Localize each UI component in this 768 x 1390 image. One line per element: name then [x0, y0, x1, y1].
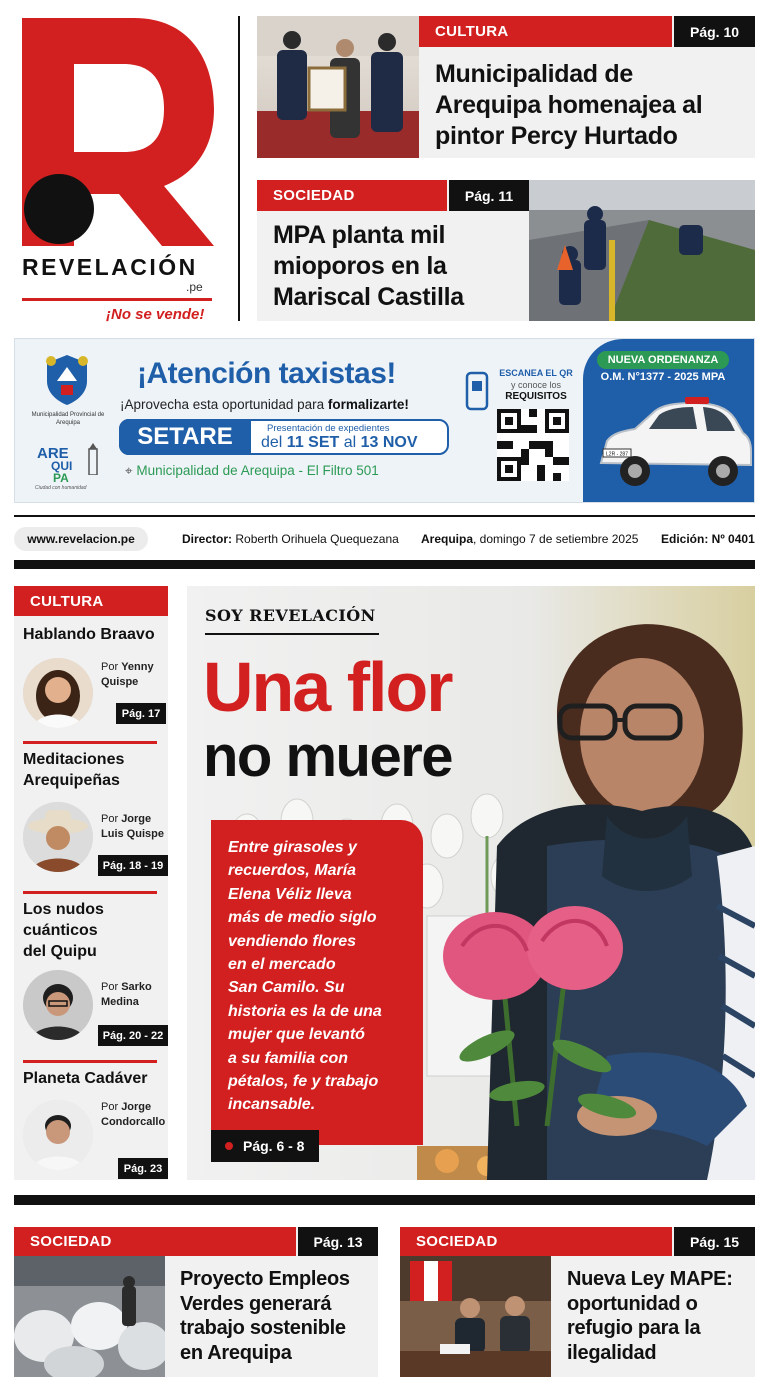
bottom-story-2-page[interactable]: Pág. 15	[674, 1227, 755, 1256]
sidebar-section: CULTURA	[14, 586, 168, 616]
edition-number: Edición: Nº 0401	[661, 532, 755, 546]
bottom-story-mape[interactable]	[400, 1227, 755, 1377]
brand-name: REVELACIÓN	[22, 254, 198, 280]
column-1-avatar	[23, 658, 93, 728]
column-divider	[23, 741, 157, 744]
top-story-2-page[interactable]: Pág. 11	[449, 180, 529, 211]
bullet-dot-icon	[225, 1142, 233, 1150]
main-kicker-rule	[205, 633, 379, 635]
ad-dates: del 11 SET al 13 NOV	[261, 434, 418, 451]
director-info: Director: Roberth Orihuela Quequezana	[182, 532, 399, 546]
column-1-page[interactable]: Pág. 17	[116, 703, 166, 724]
column-4-page[interactable]: Pág. 23	[118, 1158, 168, 1179]
ceremony-photo-icon	[257, 16, 419, 158]
bottom-story-1-section: SOCIEDAD	[14, 1227, 296, 1256]
column-1-author: Por Yenny Quispe	[101, 661, 154, 688]
column-divider	[23, 891, 157, 894]
column-2-page[interactable]: Pág. 18 - 19	[98, 855, 168, 876]
top-story-1-title: Municipalidad de Arequipa homenajea al pintor Percy Hurtado	[435, 60, 703, 150]
bottom-story-empleos[interactable]	[14, 1227, 378, 1377]
sidebar-cultura	[14, 586, 168, 1180]
column-4-author: Por Jorge Condorcallo	[101, 1101, 166, 1128]
column-2-title[interactable]: Meditaciones Arequipeñas	[23, 751, 125, 789]
ordenanza-badge: NUEVA ORDENANZA	[597, 351, 729, 369]
top-story-cultura[interactable]	[257, 16, 755, 158]
phone-icon	[465, 371, 489, 411]
column-2-avatar	[23, 802, 93, 872]
planting-photo-icon	[529, 180, 755, 321]
top-story-2-section: SOCIEDAD	[257, 180, 447, 211]
brand-domain: .pe	[186, 280, 203, 294]
ad-setare-box: SETARE Presentación de expedientes del 11 SET al 13 NOV	[119, 419, 449, 455]
top-story-sociedad[interactable]	[257, 180, 755, 321]
info-bar-bottom-rule	[14, 560, 755, 569]
column-4-title[interactable]: Planeta Cadáver	[23, 1070, 148, 1087]
column-1-title[interactable]: Hablando Braavo	[23, 626, 155, 643]
municipality-label: Municipalidad Provincial de Arequipa	[31, 412, 105, 426]
qr-code-icon[interactable]	[497, 409, 569, 481]
bottom-rule	[14, 1195, 755, 1205]
bottom-story-2-photo	[400, 1256, 551, 1377]
main-title-line-1: Una flor	[203, 648, 452, 726]
column-3-title[interactable]: Los nudos cuánticos del Quipu	[23, 901, 104, 960]
top-story-2-photo	[529, 180, 755, 321]
bottom-story-1-page[interactable]: Pág. 13	[298, 1227, 378, 1256]
bottom-story-1-photo	[14, 1256, 165, 1377]
taxi-car-icon	[593, 393, 755, 493]
bottom-story-1-title: Proyecto Empleos Verdes generará trabajo sostenible en Arequipa	[180, 1268, 350, 1364]
main-kicker: SOY REVELACIÓN	[205, 606, 376, 625]
header-vertical-divider	[238, 16, 240, 321]
municipality-crest-icon	[39, 351, 95, 407]
arequipa-logo: ARE QUI PA Ciudad con humanidad	[35, 443, 105, 493]
ad-banner[interactable]	[14, 338, 755, 503]
qr-cta: ESCANEA EL QR y conoce los REQUISITOS	[499, 368, 573, 402]
column-2-author: Por Jorge Luis Quispe	[101, 813, 164, 840]
top-story-1-section: CULTURA	[419, 16, 672, 47]
bottom-story-2-title: Nueva Ley MAPE: oportunidad o refugio para la ilegalidad	[567, 1268, 733, 1364]
column-3-author: Por Sarko Medina	[101, 981, 152, 1008]
bottom-story-2-section: SOCIEDAD	[400, 1227, 672, 1256]
logo-divider	[22, 298, 212, 301]
main-title-line-2: no muere	[203, 724, 453, 789]
top-story-1-page[interactable]: Pág. 10	[674, 16, 755, 47]
main-story-page[interactable]: Pág. 6 - 8	[211, 1130, 319, 1162]
website-link[interactable]: www.revelacion.pe	[14, 527, 148, 551]
ad-location: ⌖ Municipalidad de Arequipa - El Filtro 501	[125, 463, 379, 478]
column-4-avatar	[23, 1100, 93, 1170]
congress-photo-icon	[400, 1256, 551, 1377]
top-story-2-title: MPA planta mil mioporos en la Mariscal Castilla	[273, 221, 464, 311]
brand-slogan: ¡No se vende!	[106, 306, 205, 323]
logo[interactable]	[14, 14, 219, 324]
ordenanza-number: O.M. N°1377 - 2025 MPA	[600, 371, 726, 383]
recycling-photo-icon	[14, 1256, 165, 1377]
column-3-avatar	[23, 970, 93, 1040]
logo-r-icon	[14, 14, 219, 254]
taxi-plate: L2R - 287	[606, 451, 628, 458]
column-divider	[23, 1060, 157, 1063]
setare-label: SETARE	[119, 419, 251, 455]
top-story-1-photo	[257, 16, 419, 158]
main-story[interactable]	[187, 586, 755, 1180]
location-pin-icon: ⌖	[125, 463, 133, 478]
ad-subline: ¡Aprovecha esta oportunidad para formalizarte!	[120, 397, 409, 412]
ad-headline: ¡Atención taxistas!	[137, 357, 396, 390]
main-summary: Entre girasoles y recuerdos, María Elena Véliz lleva más de medio siglo vendiendo flores en el mercado San Camilo. Su historia es la de una mujer que levantó a su familia con pétalos, fe y trabajo incansable.	[228, 839, 382, 1114]
info-bar-top-rule	[14, 515, 755, 517]
church-icon	[83, 443, 103, 475]
column-3-page[interactable]: Pág. 20 - 22	[98, 1025, 168, 1046]
issue-date: Arequipa, domingo 7 de setiembre 2025	[421, 532, 639, 546]
